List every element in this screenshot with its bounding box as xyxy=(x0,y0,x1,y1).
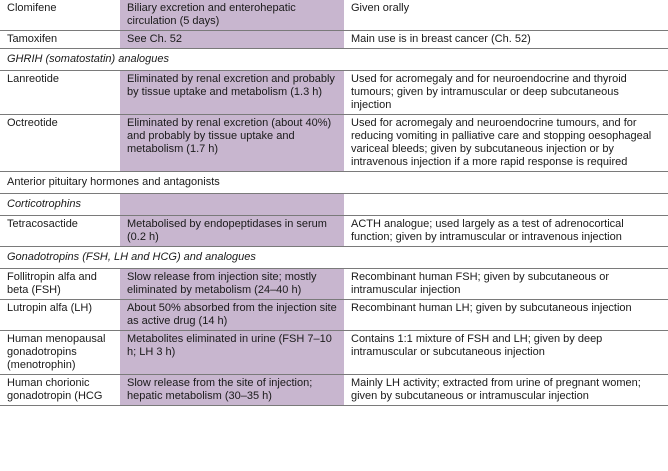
notes-cell: Mainly LH activity; extracted from urine of pregnant women; given by subcutaneous or intramuscular injection xyxy=(344,375,668,406)
notes-cell xyxy=(344,194,668,216)
table-row xyxy=(0,31,668,49)
notes-cell: ACTH analogue; used largely as a test of adrenocortical function; given by intramuscular or intravenous injection xyxy=(344,216,668,247)
major-heading-row xyxy=(0,172,668,194)
drug-name: Tamoxifen xyxy=(0,31,120,49)
pharmacokinetics-cell: Slow release from injection site; mostly eliminated by metabolism (24–40 h) xyxy=(120,269,344,300)
drug-name: Human menopausal gonadotropins (menotrophin) xyxy=(0,331,120,375)
table-row xyxy=(0,115,668,172)
pharmacokinetics-cell: Eliminated by renal excretion and probably by tissue uptake and metabolism (1.3 h) xyxy=(120,71,344,115)
drug-name: Octreotide xyxy=(0,115,120,172)
drug-name: Tetracosactide xyxy=(0,216,120,247)
pharmacokinetics-cell xyxy=(120,194,344,216)
pharmacokinetics-cell: Biliary excretion and enterohepatic circulation (5 days) xyxy=(120,0,344,31)
notes-cell: Main use is in breast cancer (Ch. 52) xyxy=(344,31,668,49)
notes-cell: Given orally xyxy=(344,0,668,31)
pharmacokinetics-cell: See Ch. 52 xyxy=(120,31,344,49)
table-row xyxy=(0,269,668,300)
notes-cell: Recombinant human FSH; given by subcutaneous or intramuscular injection xyxy=(344,269,668,300)
pharmacokinetics-cell: About 50% absorbed from the injection site as active drug (14 h) xyxy=(120,300,344,331)
section-heading: Gonadotropins (FSH, LH and HCG) and analogues xyxy=(0,247,668,269)
major-heading: Anterior pituitary hormones and antagonists xyxy=(0,172,668,194)
section-row xyxy=(0,49,668,71)
table-row xyxy=(0,0,668,31)
section-row xyxy=(0,194,668,216)
table-row xyxy=(0,375,668,406)
section-row xyxy=(0,247,668,269)
notes-cell: Used for acromegaly and neuroendocrine tumours, and for reducing vomiting in palliative care and stopping oesophageal variceal bleeds; given by subcutaneous injection or by intravenous injection if a more rapid response is required xyxy=(344,115,668,172)
drug-name: Lanreotide xyxy=(0,71,120,115)
pharmacokinetics-cell: Eliminated by renal excretion (about 40%) and probably by tissue uptake and metabolism (1.7 h) xyxy=(120,115,344,172)
notes-cell: Recombinant human LH; given by subcutaneous injection xyxy=(344,300,668,331)
table-row xyxy=(0,216,668,247)
table-row xyxy=(0,71,668,115)
pharmacokinetics-cell: Slow release from the site of injection; hepatic metabolism (30–35 h) xyxy=(120,375,344,406)
section-heading: GHRIH (somatostatin) analogues xyxy=(0,49,668,71)
drug-name: Human chorionic gonadotropin (HCG xyxy=(0,375,120,406)
notes-cell: Contains 1:1 mixture of FSH and LH; given by deep intramuscular or subcutaneous injection xyxy=(344,331,668,375)
notes-cell: Used for acromegaly and for neuroendocrine and thyroid tumours; given by intramuscular or deep subcutaneous injection xyxy=(344,71,668,115)
pharmacokinetics-cell: Metabolites eliminated in urine (FSH 7–10 h; LH 3 h) xyxy=(120,331,344,375)
drug-name: Lutropin alfa (LH) xyxy=(0,300,120,331)
pharmacokinetics-cell: Metabolised by endopeptidases in serum (0.2 h) xyxy=(120,216,344,247)
table-row xyxy=(0,331,668,375)
drug-name: Clomifene xyxy=(0,0,120,31)
section-heading: Corticotrophins xyxy=(0,194,120,216)
table-row xyxy=(0,300,668,331)
drug-name: Follitropin alfa and beta (FSH) xyxy=(0,269,120,300)
